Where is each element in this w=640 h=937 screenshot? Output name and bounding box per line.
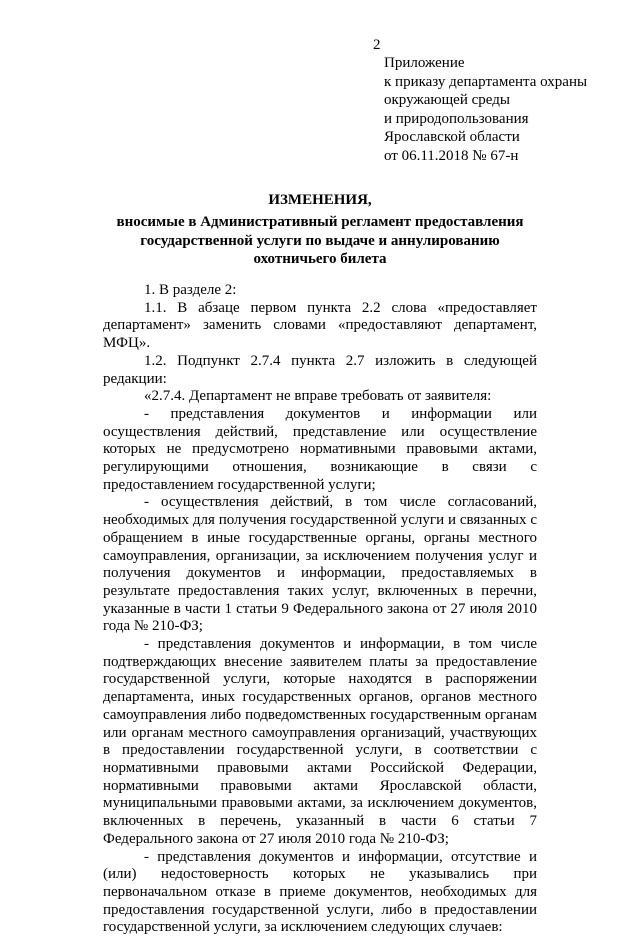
list-item: - осуществления действий, в том числе согласований, необходимых для получения государственной услуги и связанных с обращением в иные государственные органы, органы местного самоуправления, организации, за исключением получения услуг и получения документов и информации, предоставляемых в результате предоставления таких услуг, включенных в перечни, указанные в части 1 статьи 9 Федерального закона от 27 июля 2010 года № 210-ФЗ; (103, 494, 537, 636)
approval-block (384, 54, 587, 165)
paragraph-1-2: 1.2. Подпункт 2.7.4 пункта 2.7 изложить в следующей редакции: (103, 353, 537, 388)
page-number: 2 (373, 37, 381, 54)
subtitle-line: вносимые в Административный регламент предоставления (104, 213, 536, 232)
list-item: - представления документов и информации или осуществления действий, представление или осуществление которых не предусмотрено нормативными правовыми актами, регулирующими отношения, возникающие в связи с предоставлением государственной услуги; (103, 406, 537, 495)
subtitle-line: государственной услуги по выдаче и аннулированию (104, 232, 536, 251)
paragraph-1-1: 1.1. В абзаце первом пункта 2.2 слова «предоставляет департамент» заменить словами «предоставляют департамент, МФЦ». (103, 300, 537, 353)
approval-line: окружающей среды (384, 91, 587, 110)
paragraph-section-2: 1. В разделе 2: (103, 282, 537, 300)
approval-line: к приказу департамента охраны (384, 73, 587, 92)
approval-line: Приложение (384, 54, 587, 73)
document-body (103, 282, 537, 937)
list-item: - представления документов и информации, отсутствие и (или) недостоверность которых не указывались при первоначальном отказе в приеме документов, необходимых для предоставления государственной услуги, либо в предоставлении государственной услуги, за исключением следующих случаев: (103, 849, 537, 937)
subtitle-line: охотничьего билета (104, 250, 536, 269)
list-item: - представления документов и информации, в том числе подтверждающих внесение заявителем платы за предоставление государственной услуги, которые находятся в распоряжении департамента, иных государственных органов, органов местного самоуправления либо подведомственных государственным органам или органам местного самоуправления организаций, участвующих в предоставлении государственной услуги, в соответствии с нормативными правовыми актами Российской Федерации, нормативными правовыми актами Ярославской области, муниципальными правовыми актами, за исключением документов, включенных в перечень, указанный в части 6 статьи 7 Федерального закона от 27 июля 2010 года № 210-ФЗ; (103, 636, 537, 848)
approval-line: от 06.11.2018 № 67-н (384, 147, 587, 166)
paragraph-2-7-4: «2.7.4. Департамент не вправе требовать от заявителя: (103, 388, 537, 406)
document-title: ИЗМЕНЕНИЯ, (104, 191, 536, 209)
approval-line: и природопользования (384, 110, 587, 129)
document-subtitle (104, 213, 536, 269)
approval-line: Ярославской области (384, 128, 587, 147)
